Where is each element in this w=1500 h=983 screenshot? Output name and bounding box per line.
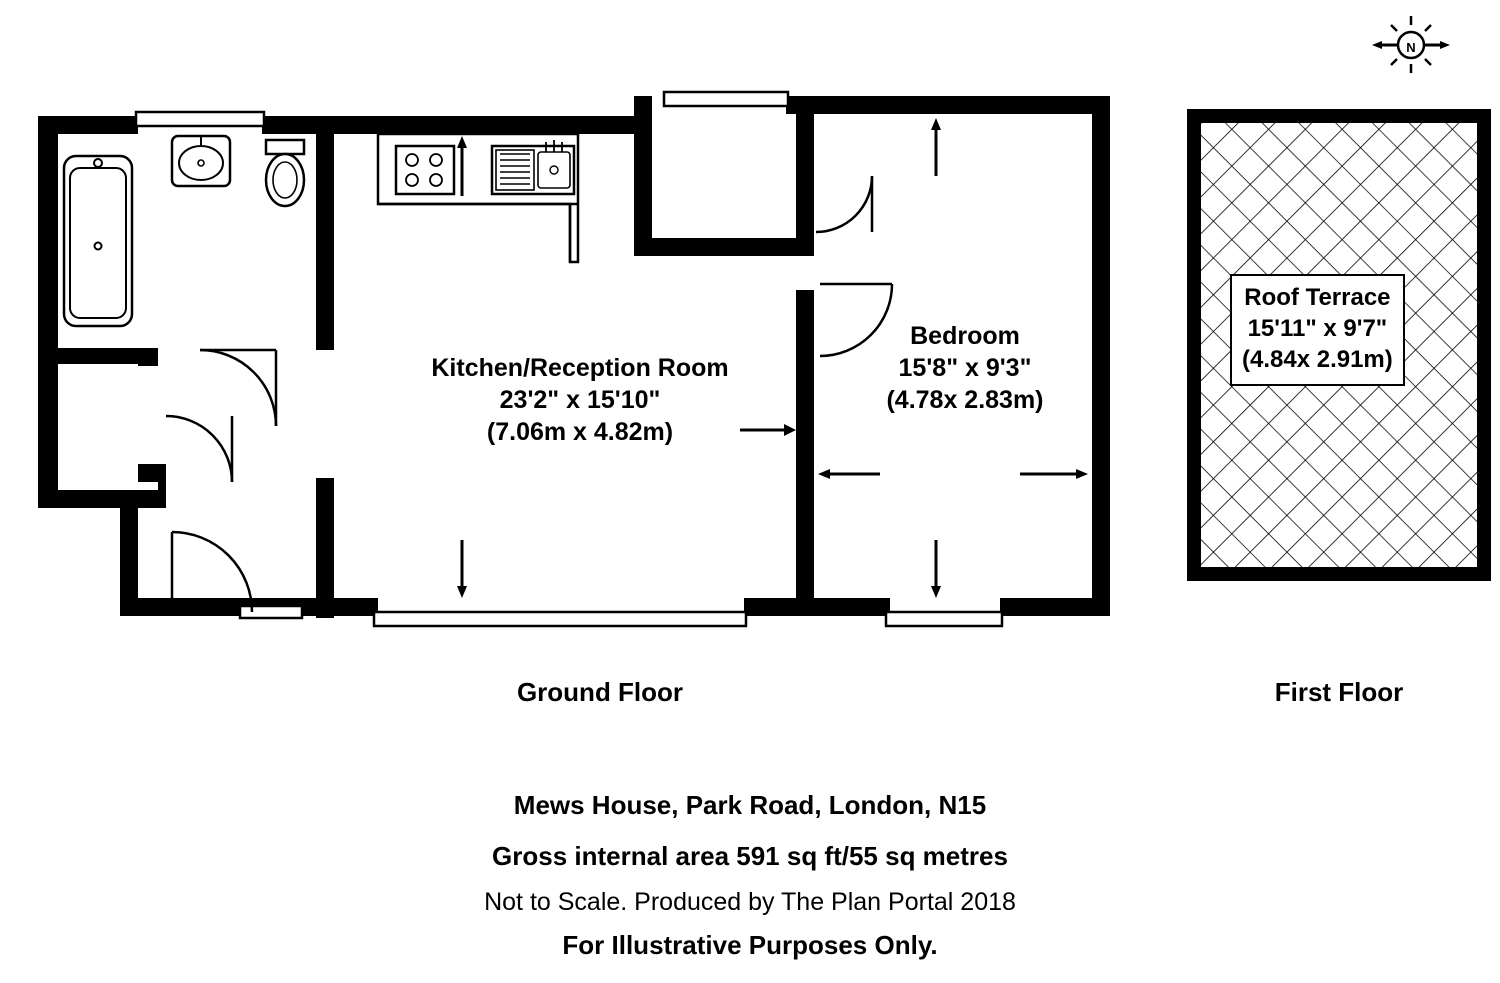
room-dimensions-imperial: 15'8" x 9'3" <box>898 354 1032 382</box>
hob-fixture <box>396 146 454 194</box>
room-name: Bedroom <box>910 322 1020 350</box>
room-label-roof-terrace <box>1230 274 1405 386</box>
floor-title-first: First Floor <box>1274 677 1404 707</box>
room-name: Roof Terrace <box>1244 284 1391 311</box>
room-dimensions-metric: (4.78x 2.83m) <box>886 386 1044 414</box>
gross-internal-area: Gross internal area 591 sq ft/55 sq metres <box>492 841 1008 871</box>
room-name: Kitchen/Reception Room <box>431 354 729 382</box>
floor-title-ground: Ground Floor <box>516 677 684 707</box>
bathtub-fixture <box>64 156 132 326</box>
property-address: Mews House, Park Road, London, N15 <box>513 790 987 820</box>
producer-note: Not to Scale. Produced by The Plan Portal 2018 <box>484 888 1016 916</box>
svg-text:N: N <box>1406 40 1416 55</box>
room-label-bedroom <box>820 320 1110 416</box>
room-dimensions-metric: (4.84x 2.91m) <box>1242 346 1393 374</box>
sink-basin-fixture <box>172 136 230 186</box>
room-label-kitchen-reception <box>380 352 780 448</box>
room-dimensions-imperial: 15'11" x 9'7" <box>1247 315 1388 343</box>
room-dimensions-imperial: 23'2" x 15'10" <box>499 386 661 414</box>
toilet-fixture <box>266 140 304 206</box>
north-compass-icon <box>1372 16 1450 73</box>
room-dimensions-metric: (7.06m x 4.82m) <box>486 418 674 446</box>
disclaimer-note: For Illustrative Purposes Only. <box>562 930 938 960</box>
kitchen-sink-fixture <box>492 140 574 194</box>
